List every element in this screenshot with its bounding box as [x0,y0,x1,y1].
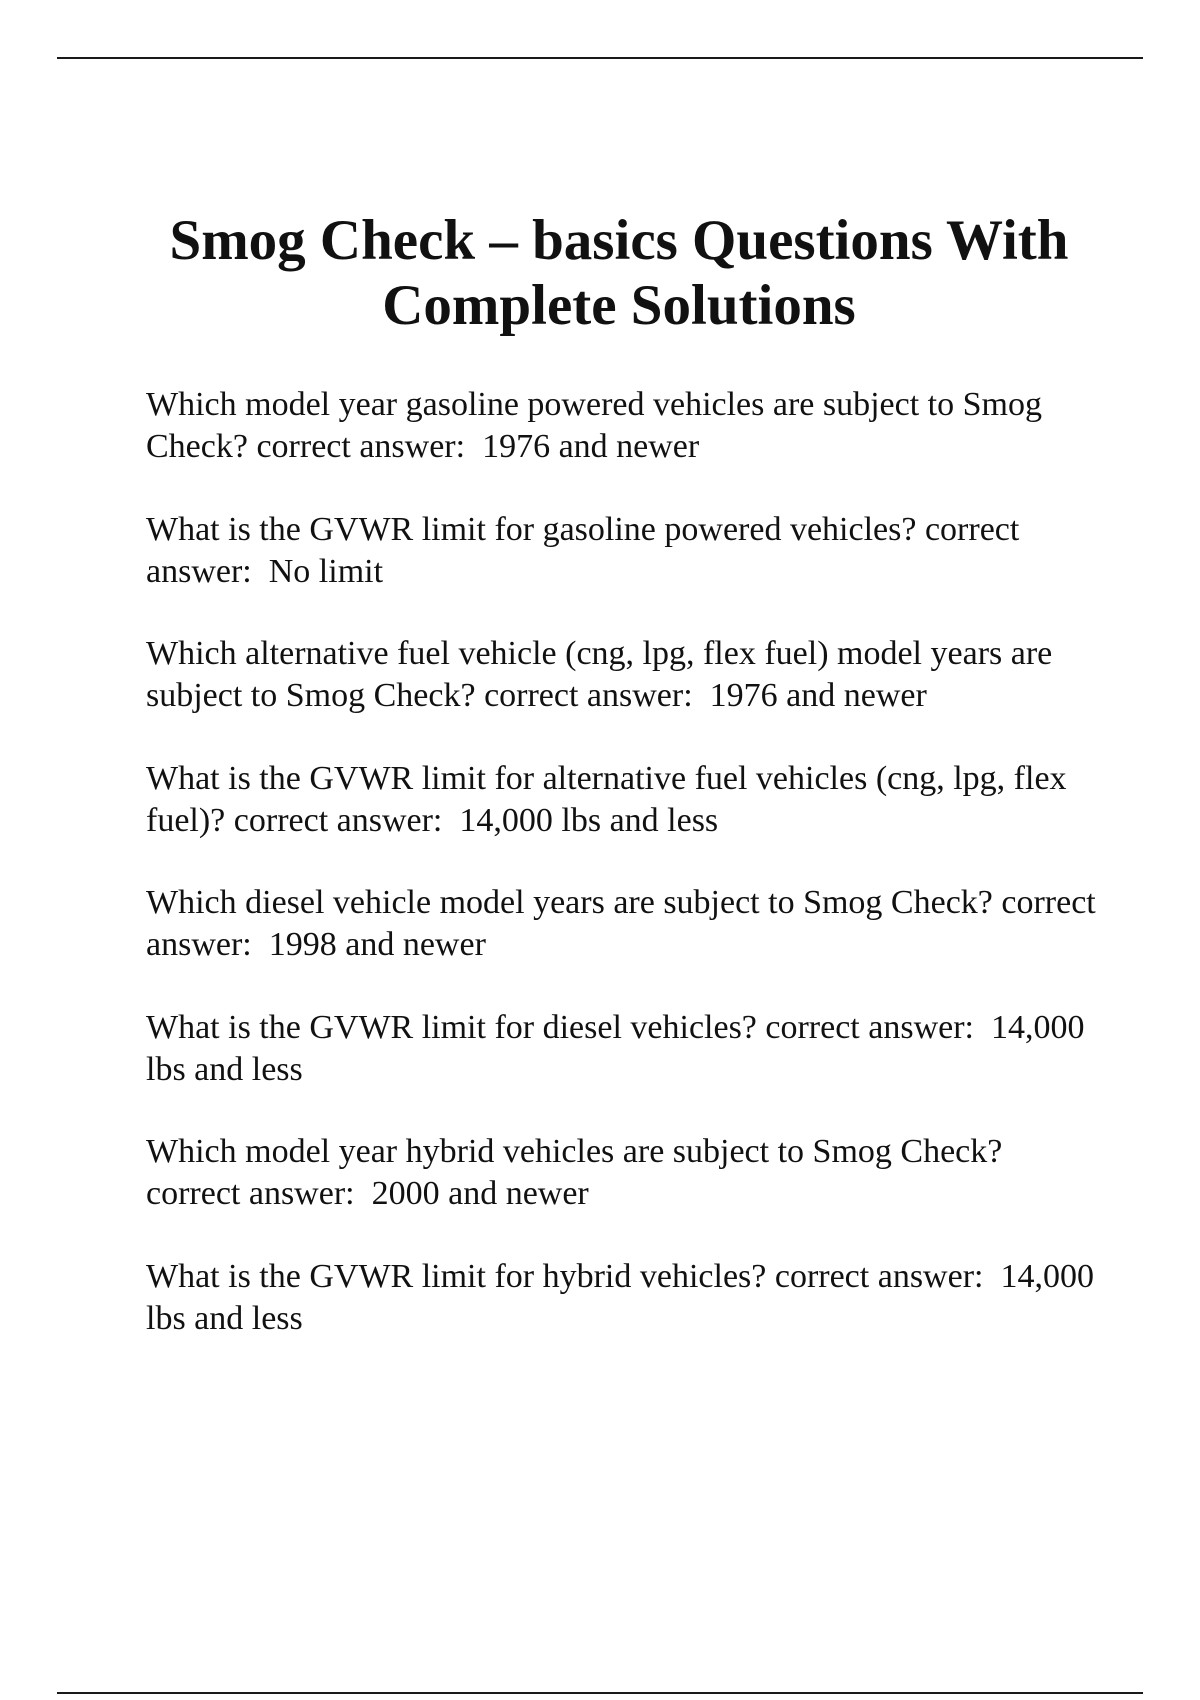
qa-list [146,384,1096,1380]
qa-answer-label: correct answer: [146,1175,355,1212]
document-title-line1: Smog Check – basics Questions With [169,209,1069,272]
document-title [60,208,1178,338]
qa-question: What is the GVWR limit for hybrid vehicles? [146,1257,767,1295]
qa-item [146,1007,1096,1091]
qa-answer: 14,000 lbs and less [146,1257,1094,1337]
qa-answer-label: correct answer: [256,428,466,465]
qa-answer-label: correct answer: [146,884,1096,963]
qa-answer: 14,000 lbs and less [459,801,719,839]
qa-answer: 1998 and newer [268,926,486,963]
qa-question: What is the GVWR limit for alternative fuel vehicles (cng, lpg, flex fuel)? [146,759,1067,839]
qa-answer: 14,000 lbs and less [146,1008,1085,1088]
qa-question: Which diesel vehicle model years are subject to Smog Check? [146,884,993,921]
qa-question: What is the GVWR limit for gasoline powered vehicles? [146,510,917,548]
qa-item [146,758,1096,842]
qa-item [146,384,1096,468]
qa-item [146,1256,1096,1340]
qa-answer-label: correct answer: [774,1257,984,1295]
qa-answer-label: correct answer: [484,677,693,714]
qa-answer-label: correct answer: [146,510,1020,590]
header-rule [57,57,1143,59]
document-title-line2: Complete Solutions [382,274,856,337]
qa-answer-label: correct answer: [233,801,443,839]
qa-item [146,1131,1096,1215]
qa-answer: 1976 and newer [482,428,700,465]
qa-item [146,633,1096,717]
qa-answer: 1976 and newer [709,677,927,714]
qa-answer: No limit [268,552,384,590]
footer-rule [57,1692,1143,1694]
qa-answer: 2000 and newer [371,1175,589,1212]
qa-item [146,882,1096,966]
qa-item [146,509,1096,593]
qa-answer-label: correct answer: [765,1008,974,1046]
qa-question: Which alternative fuel vehicle (cng, lpg, flex fuel) model years are subject to Smog Check? [146,635,1053,714]
qa-question: Which model year gasoline powered vehicles are subject to Smog Check? [146,386,1042,465]
qa-question: What is the GVWR limit for diesel vehicles? [146,1008,757,1046]
qa-question: Which model year hybrid vehicles are subject to Smog Check? [146,1133,1003,1170]
